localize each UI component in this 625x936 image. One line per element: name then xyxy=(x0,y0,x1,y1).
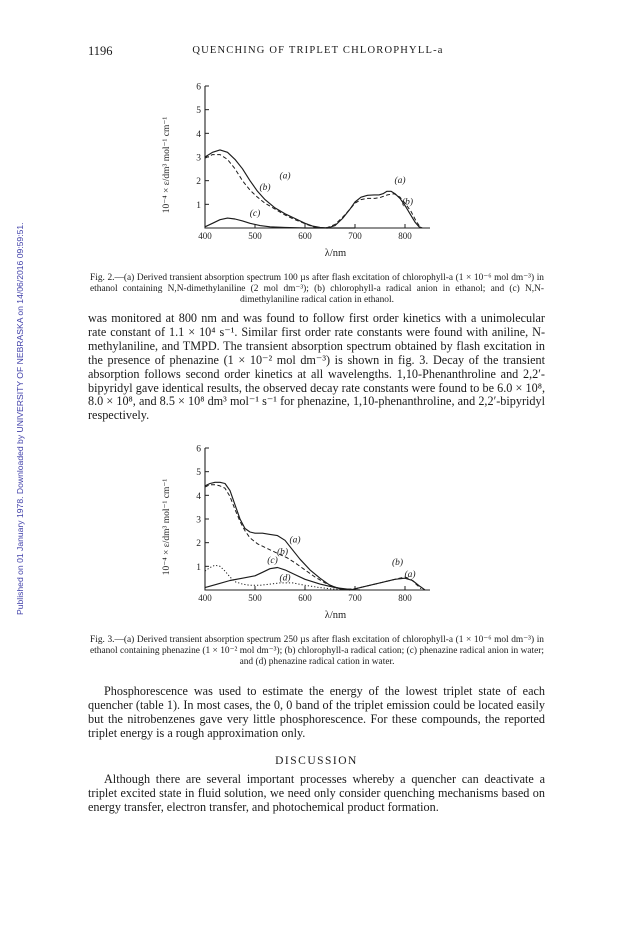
series-line-a xyxy=(205,150,423,228)
download-note: Published on 01 January 1978. Downloaded by UNIVERSITY OF NEBRASKA on 14/06/2016 09:59:51. xyxy=(15,222,25,615)
page-header xyxy=(88,44,548,60)
x-axis-label: λ/nm xyxy=(324,610,347,621)
body-paragraph-2: Phosphorescence was used to estimate the energy of the lowest triplet state of each quencher (table 1). In most cases, the 0, 0 band of the triplet emission could be located easily but the nitrobenzenes gave very little phosphorescence. For these compounds, the reported triplet energy is a rough approximation only. xyxy=(88,684,545,740)
series-label-a: (a) xyxy=(404,569,416,580)
x-tick-label: 400 xyxy=(198,231,212,241)
figure-2-chart xyxy=(140,76,440,259)
series-label-b: (b) xyxy=(276,547,289,558)
series-label-a: (a) xyxy=(279,171,291,182)
y-tick-label: 6 xyxy=(196,82,201,93)
series-label-c: (c) xyxy=(249,209,261,220)
y-tick-label: 5 xyxy=(196,106,201,117)
x-tick-label: 700 xyxy=(348,593,362,603)
figure-2 xyxy=(140,76,440,259)
series-label-b: (b) xyxy=(259,183,271,194)
y-tick-label: 4 xyxy=(196,491,201,502)
y-tick-label: 2 xyxy=(196,539,201,550)
y-axis-label: 10⁻⁴ × ε/dm³ mol⁻¹ cm⁻¹ xyxy=(162,478,172,576)
x-axis-label: λ/nm xyxy=(324,248,347,259)
x-tick-label: 800 xyxy=(398,231,412,241)
series-line-a xyxy=(205,482,425,590)
series-label-a: (a) xyxy=(394,176,406,187)
y-tick-label: 1 xyxy=(196,562,201,573)
x-tick-label: 600 xyxy=(298,231,312,241)
y-tick-label: 6 xyxy=(196,444,201,455)
figure-3 xyxy=(140,438,440,620)
plot-axes xyxy=(205,86,430,228)
body-paragraph-3: Although there are several important processes whereby a quencher can deactivate a triplet excited state in fluid solution, we need only consider quenching mechanisms based on energy transfer, electron transfer, and photochemical product formation. xyxy=(88,772,545,814)
series-label-b: (b) xyxy=(401,197,414,208)
y-tick-label: 3 xyxy=(196,515,201,526)
x-tick-label: 700 xyxy=(348,231,362,241)
running-title: QUENCHING OF TRIPLET CHLOROPHYLL-a xyxy=(192,45,444,56)
series-label-b: (b) xyxy=(391,558,404,569)
x-tick-label: 600 xyxy=(298,593,312,603)
series-line-b xyxy=(205,485,421,590)
figure-3-caption: Fig. 3.—(a) Derived transient absorption spectrum 250 µs after flash excitation of chlorophyll-a (1 × 10⁻⁶ mol dm⁻³) in ethanol containing phenazine (1 × 10⁻² mol dm⁻³); (b) chlorophyll-a radical cation; (c) phenazine radical anion in water; and (d) phenazine radical cation in water. xyxy=(90,635,544,667)
page-number: 1196 xyxy=(88,44,113,58)
y-tick-label: 1 xyxy=(196,200,201,211)
series-label-a: (a) xyxy=(289,535,301,546)
body-paragraph-1: was monitored at 800 nm and was found to follow first order kinetics with a unimolecular rate constant of 1.1 × 10⁴ s⁻¹. Similar first order rate constants were found with aniline, N-methylaniline, and TMPD. The transient absorption spectrum obtained by flash excitation in the presence of phenazine (1 × 10⁻² mol dm⁻³) is shown in fig. 3. Decay of the transient absorption follows second order kinetics at all wavelengths. 1,10-Phenanthroline and 2,2′-bipyridyl gave identical results, the observed decay rate constants were found to be 6.0 × 10⁸, 8.0 × 10⁸, and 8.5 × 10⁸ dm³ mol⁻¹ s⁻¹ for phenazine, 1,10-phenanthroline, and 2,2′-bipyridyl respectively. xyxy=(88,311,545,423)
y-tick-label: 5 xyxy=(196,468,201,479)
x-tick-label: 400 xyxy=(198,593,212,603)
download-watermark xyxy=(2,95,25,615)
x-tick-label: 500 xyxy=(248,231,262,241)
series-label-d: (d) xyxy=(279,573,291,584)
y-tick-label: 4 xyxy=(196,129,201,140)
x-tick-label: 500 xyxy=(248,593,262,603)
y-tick-label: 3 xyxy=(196,153,201,164)
x-tick-label: 800 xyxy=(398,593,412,603)
figure-2-caption: Fig. 2.—(a) Derived transient absorption spectrum 100 µs after flash excitation of chlorophyll-a (1 × 10⁻⁶ mol dm⁻³) in ethanol containing N,N-dimethylaniline (2 mol dm⁻³); (b) chlorophyll-a radical anion in ethanol; and (c) N,N-dimethylaniline radical cation in ethanol. xyxy=(90,273,544,305)
figure-3-chart xyxy=(140,438,440,621)
y-tick-label: 2 xyxy=(196,177,201,188)
series-label-c: (c) xyxy=(267,555,278,566)
y-axis-label: 10⁻⁴ × ε/dm³ mol⁻¹ cm⁻¹ xyxy=(162,116,172,214)
section-heading: DISCUSSION xyxy=(275,755,358,767)
